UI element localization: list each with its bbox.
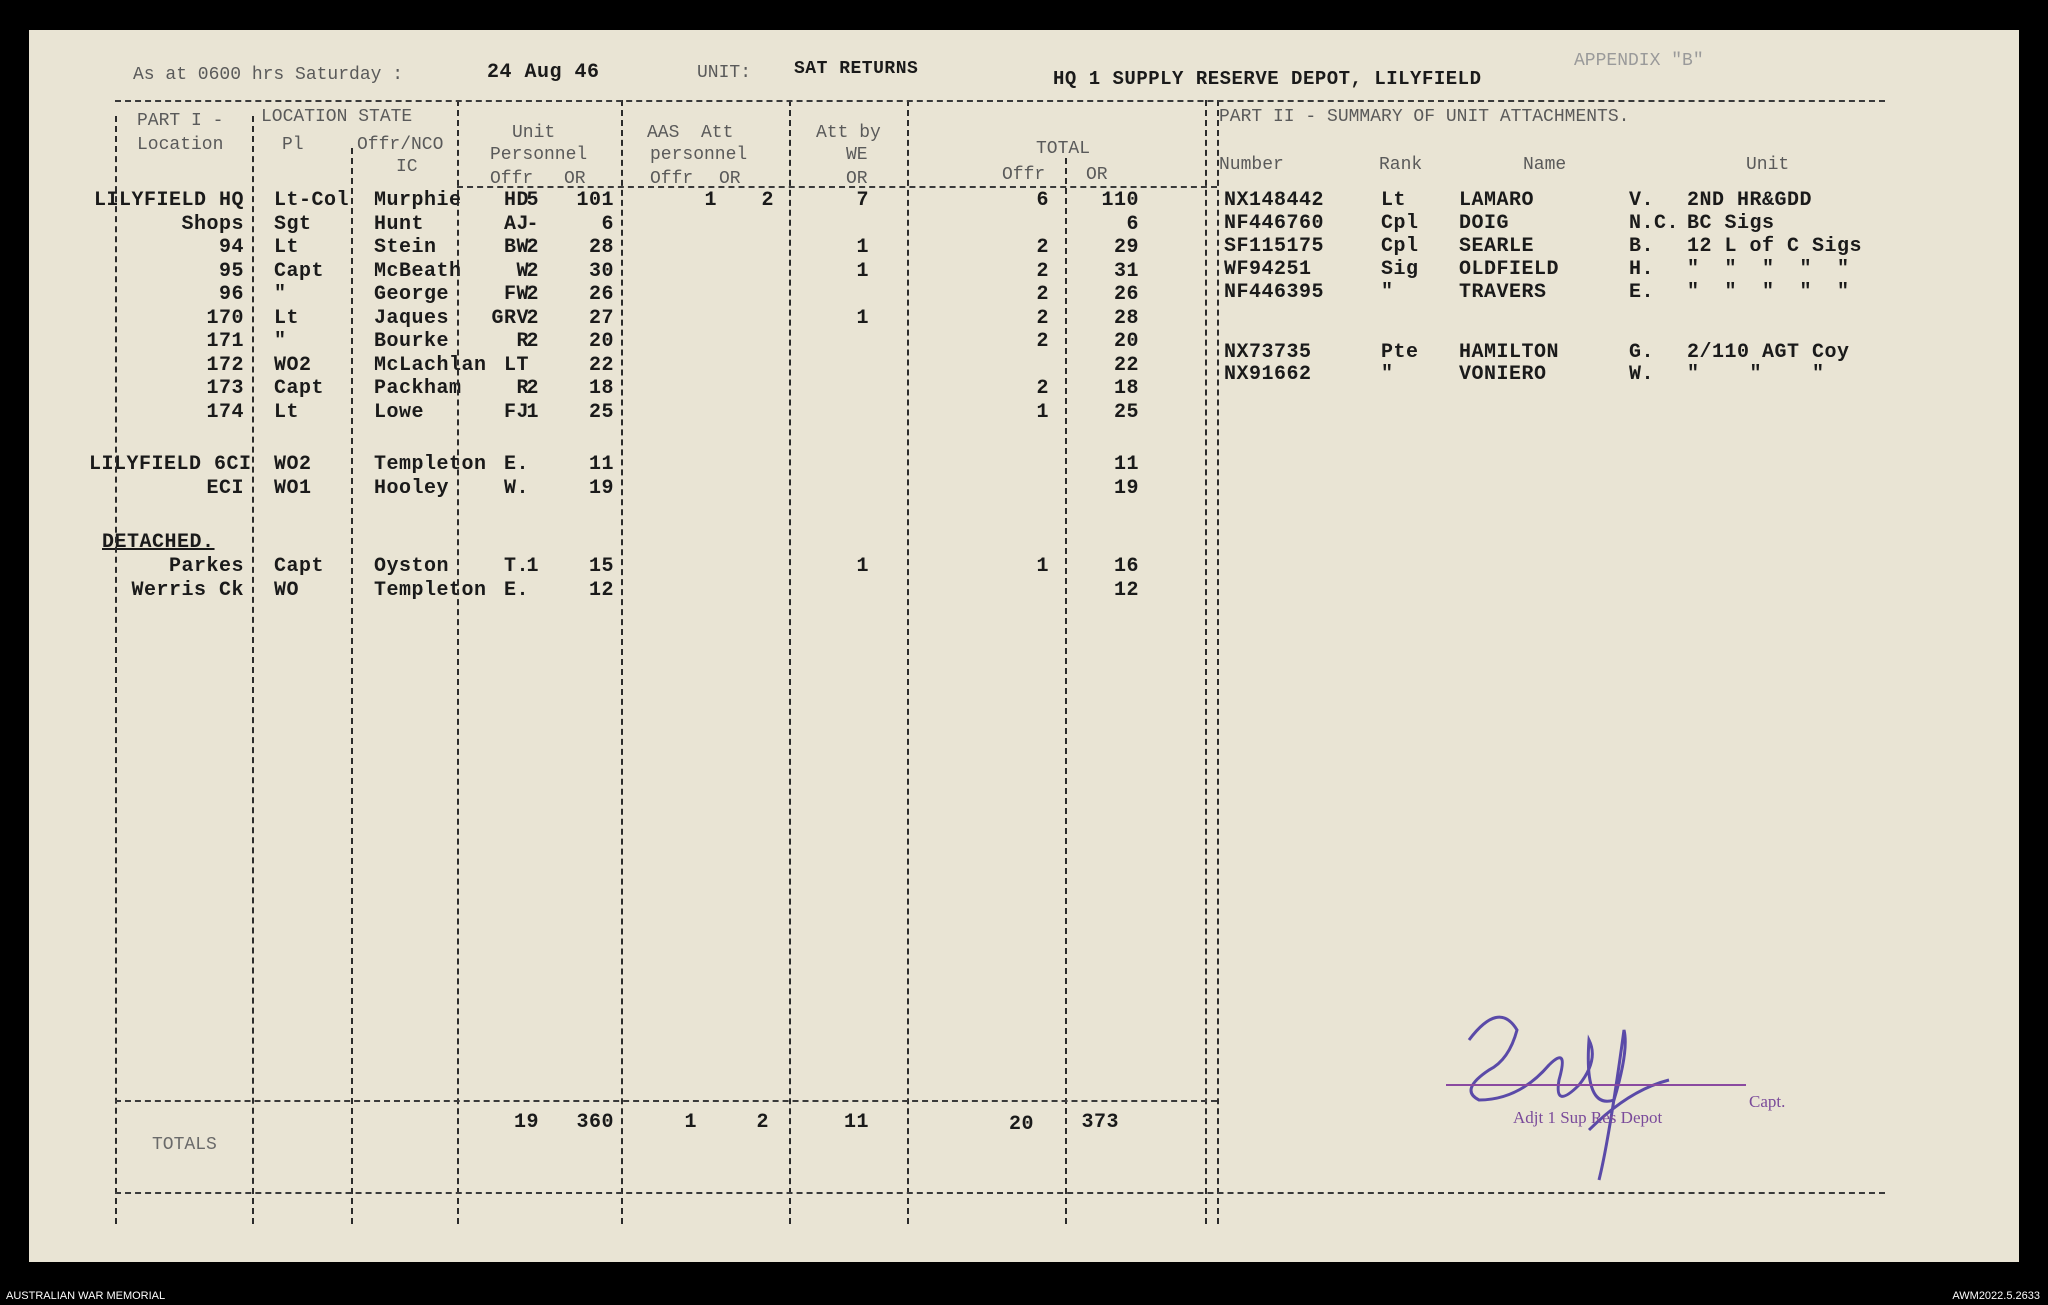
cell-pl: Sgt [274,212,312,236]
cell-unit: " " " " " [1687,281,1850,304]
cell-officer-name: Hunt [374,212,425,236]
cell-location: ECI [206,477,244,500]
cell-we: 7 [856,189,869,212]
cell-rank: Pte [1381,341,1419,364]
col-unit-offr-header: Offr [490,169,534,189]
cell-rank: Sig [1381,258,1419,281]
cell-location: 96 [218,283,244,306]
detached-label: DETACHED. [102,531,215,554]
cell-officer-name: McBeath [374,259,462,283]
part1-title: PART I - [137,111,224,131]
grid-line-we [789,100,791,1224]
cell-location: 173 [206,377,244,400]
cell-pl: WO1 [274,477,312,500]
totals-unit-or: 360 [576,1111,614,1134]
cell-officer-name: Jaques [374,306,450,330]
cell-unit-or: 15 [588,555,614,578]
cell-officer-name: Templeton [374,453,487,476]
cell-service-number: NX91662 [1224,363,1312,386]
cell-service-number: NX148442 [1224,189,1325,212]
cell-unit: " " " [1687,363,1825,386]
cell-pl: WO2 [274,453,312,476]
cell-total-offr: 2 [1036,236,1049,259]
cell-unit-or: 25 [588,400,614,424]
cell-total-offr: 1 [1036,400,1049,424]
cell-pl: Lt [274,400,300,424]
col-total-header: TOTAL [1036,139,1091,159]
grid-line-aas [621,100,623,1224]
cell-we: 1 [856,236,869,259]
cell-pl: " [274,283,287,306]
totals-unit-offr: 19 [513,1111,539,1134]
cell-name: SEARLE [1459,235,1535,258]
col-pl-header: Pl [282,135,304,155]
cell-unit-or: 27 [588,306,614,330]
cell-location: 172 [206,353,244,377]
cell-officer-initials: FW [503,283,529,306]
cell-total-offr: 2 [1036,283,1049,306]
cell-initials: H. [1629,258,1655,281]
cell-total-or: 6 [1126,212,1139,236]
grid-line-left [115,116,117,1224]
col-personnel-header: Personnel [490,145,588,165]
cell-unit-offr: 1 [526,555,539,578]
cell-location: Shops [181,212,244,236]
cell-initials: G. [1629,341,1655,364]
grid-line-totals [115,1100,1217,1102]
grid-line-part2-inner [1217,100,1219,1224]
cell-pl: Capt [274,555,325,578]
cell-officer-name: Lowe [374,400,425,424]
cell-name: HAMILTON [1459,341,1560,364]
cell-location: Parkes [168,555,244,578]
cell-unit-or: 22 [588,353,614,377]
cell-officer-name: George [374,283,450,306]
totals-label: TOTALS [152,1135,217,1155]
cell-officer-initials: W [516,259,529,283]
col-unit2-header: Unit [1746,155,1790,175]
cell-service-number: NF446395 [1224,281,1325,304]
cell-pl: " [274,330,287,353]
cell-officer-initials: W. [503,477,529,500]
col-ic-header: IC [396,157,418,177]
col-aas-personnel-header: personnel [650,145,748,165]
cell-total-or: 18 [1113,377,1139,400]
cell-rank: " [1381,281,1394,304]
cell-rank: Cpl [1381,235,1419,258]
cell-officer-initials: E. [503,453,529,476]
col-aas-header: AAS Att [647,123,734,143]
col-unit-header: Unit [512,123,556,143]
cell-total-offr: 2 [1036,330,1049,353]
cell-unit-offr: 2 [526,377,539,400]
totals-total-or: 373 [1081,1111,1119,1134]
cell-total-or: 28 [1113,306,1139,330]
grid-line-unit [457,100,459,1224]
cell-officer-name: Packham [374,377,462,400]
cell-total-or: 110 [1101,189,1139,212]
col-offr-nco-header: Offr/NCO [357,135,444,155]
unit-label: UNIT: [697,63,752,83]
cell-officer-name: Stein [374,236,437,259]
cell-unit-offr: 2 [526,330,539,353]
cell-officer-initials: HD [503,189,529,212]
col-aas-or-header: OR [719,169,741,189]
col-total-offr-header: Offr [1002,165,1046,185]
grid-line-top [115,100,1885,102]
cell-total-offr: 2 [1036,306,1049,330]
cell-location: 94 [218,236,244,259]
cell-pl: Capt [274,377,325,400]
cell-location: 95 [218,259,244,283]
cell-pl: Lt-Col [274,189,350,212]
cell-unit: " " " " " [1687,258,1850,281]
cell-unit-or: 11 [588,453,614,476]
cell-total-offr: 6 [1036,189,1049,212]
cell-unit-offr: 2 [526,283,539,306]
cell-unit: 2ND HR&GDD [1687,189,1813,212]
cell-unit: 2/110 AGT Coy [1687,341,1850,364]
cell-rank: " [1381,363,1394,386]
cell-officer-initials: GRV [491,306,529,330]
cell-total-or: 12 [1113,579,1139,602]
cell-officer-name: Hooley [374,477,450,500]
cell-total-or: 31 [1113,259,1139,283]
cell-officer-initials: BW [503,236,529,259]
cell-name: OLDFIELD [1459,258,1560,281]
cell-officer-name: Templeton [374,579,487,602]
cell-unit-or: 12 [588,579,614,602]
cell-location: Werris Ck [131,579,244,602]
cell-unit-offr: - [526,212,539,236]
cell-unit-or: 26 [588,283,614,306]
cell-unit-offr: 1 [526,400,539,424]
cell-total-or: 22 [1113,353,1139,377]
cell-officer-name: Murphie [374,189,462,212]
cell-officer-name: McLachlan [374,353,487,377]
grid-line-total [907,100,909,1224]
report-date: 24 Aug 46 [487,61,600,84]
cell-name: TRAVERS [1459,281,1547,304]
cell-total-offr: 1 [1036,555,1049,578]
cell-officer-name: Oyston [374,555,450,578]
cell-total-or: 16 [1113,555,1139,578]
cell-service-number: NF446760 [1224,212,1325,235]
cell-unit-or: 30 [588,259,614,283]
cell-rank: Cpl [1381,212,1419,235]
grid-line-total-split [1065,158,1067,1224]
cell-total-or: 29 [1113,236,1139,259]
totals-total-offr: 20 [1008,1113,1034,1136]
col-number-header: Number [1219,155,1284,175]
cell-total-or: 20 [1113,330,1139,353]
cell-pl: WO [274,579,300,602]
cell-name: LAMARO [1459,189,1535,212]
cell-officer-initials: R [516,330,529,353]
cell-total-or: 26 [1113,283,1139,306]
signature-graphic [1439,990,1709,1210]
grid-line-pl [252,116,254,1224]
cell-pl: WO2 [274,353,312,377]
cell-initials: V. [1629,189,1655,212]
cell-service-number: NX73735 [1224,341,1312,364]
as-at-label: As at 0600 hrs Saturday : [133,65,404,85]
col-we-or-header: OR [846,169,868,189]
cell-officer-initials: T. [503,555,529,578]
cell-total-or: 19 [1113,477,1139,500]
cell-rank: Lt [1381,189,1407,212]
cell-unit-or: 6 [601,212,614,236]
cell-initials: B. [1629,235,1655,258]
cell-unit-or: 19 [588,477,614,500]
footer-accession: AWM2022.5.2633 [1952,1290,2040,1302]
signature-line [1446,1084,1746,1086]
cell-officer-initials: R [516,377,529,400]
cell-officer-initials: E. [503,579,529,602]
totals-aas-offr: 1 [684,1111,697,1134]
grid-line-subheader [457,186,1217,188]
cell-officer-name: Bourke [374,330,450,353]
cell-initials: N.C. [1629,212,1680,235]
col-att-by-header: Att by [816,123,881,143]
cell-service-number: SF115175 [1224,235,1325,258]
cell-unit: 12 L of C Sigs [1687,235,1863,258]
cell-aas-or: 2 [761,189,774,212]
col-total-or-header: OR [1086,165,1108,185]
footer-institution: AUSTRALIAN WAR MEMORIAL [6,1290,166,1302]
cell-officer-initials: AJ [503,212,529,236]
col-we-header: WE [846,145,868,165]
cell-unit-or: 18 [588,377,614,400]
cell-unit-offr: 2 [526,259,539,283]
cell-unit: BC Sigs [1687,212,1775,235]
cell-unit-or: 28 [588,236,614,259]
cell-name: DOIG [1459,212,1510,235]
adjutant-stamp: Adjt 1 Sup Res Depot [1513,1108,1663,1127]
totals-aas-or: 2 [756,1111,769,1134]
cell-total-or: 11 [1113,453,1139,476]
cell-we: 1 [856,306,869,330]
col-name-header: Name [1523,155,1567,175]
depot-title: HQ 1 SUPPLY RESERVE DEPOT, LILYFIELD [1053,68,1482,90]
part1-subtitle: LOCATION STATE [261,107,413,127]
cell-officer-initials: FJ [503,400,529,424]
cell-initials: W. [1629,363,1655,386]
cell-total-or: 25 [1113,400,1139,424]
cell-location: 171 [206,330,244,353]
cell-location: 170 [206,306,244,330]
cell-unit-offr: 2 [526,306,539,330]
totals-we: 11 [843,1111,869,1134]
col-aas-offr-header: Offr [650,169,694,189]
cell-service-number: WF94251 [1224,258,1312,281]
grid-line-part2 [1205,100,1207,1224]
appendix-label: APPENDIX "B" [1574,51,1704,71]
cell-total-offr: 2 [1036,377,1049,400]
cell-we: 1 [856,555,869,578]
cell-initials: E. [1629,281,1655,304]
cell-we: 1 [856,259,869,283]
cell-unit-offr: 5 [526,189,539,212]
cell-location: LILYFIELD HQ [93,189,244,212]
cell-officer-initials: LT [503,353,529,377]
cell-pl: Capt [274,259,325,283]
document-page [29,30,2019,1262]
cell-pl: Lt [274,306,300,330]
cell-unit-or: 20 [588,330,614,353]
cell-location: LILYFIELD 6CI [89,453,252,476]
cell-total-offr: 2 [1036,259,1049,283]
part2-title: PART II - SUMMARY OF UNIT ATTACHMENTS. [1219,107,1630,127]
cell-unit-offr: 2 [526,236,539,259]
grid-line-name [351,148,353,1224]
cell-location: 174 [206,400,244,424]
col-location-header: Location [137,135,224,155]
unit-value: SAT RETURNS [794,59,919,79]
signature-rank: Capt. [1749,1092,1786,1111]
cell-pl: Lt [274,236,300,259]
col-rank-header: Rank [1379,155,1423,175]
cell-unit-or: 101 [576,189,614,212]
cell-name: VONIERO [1459,363,1547,386]
cell-aas-offr: 1 [704,189,717,212]
col-unit-or-header: OR [564,169,586,189]
